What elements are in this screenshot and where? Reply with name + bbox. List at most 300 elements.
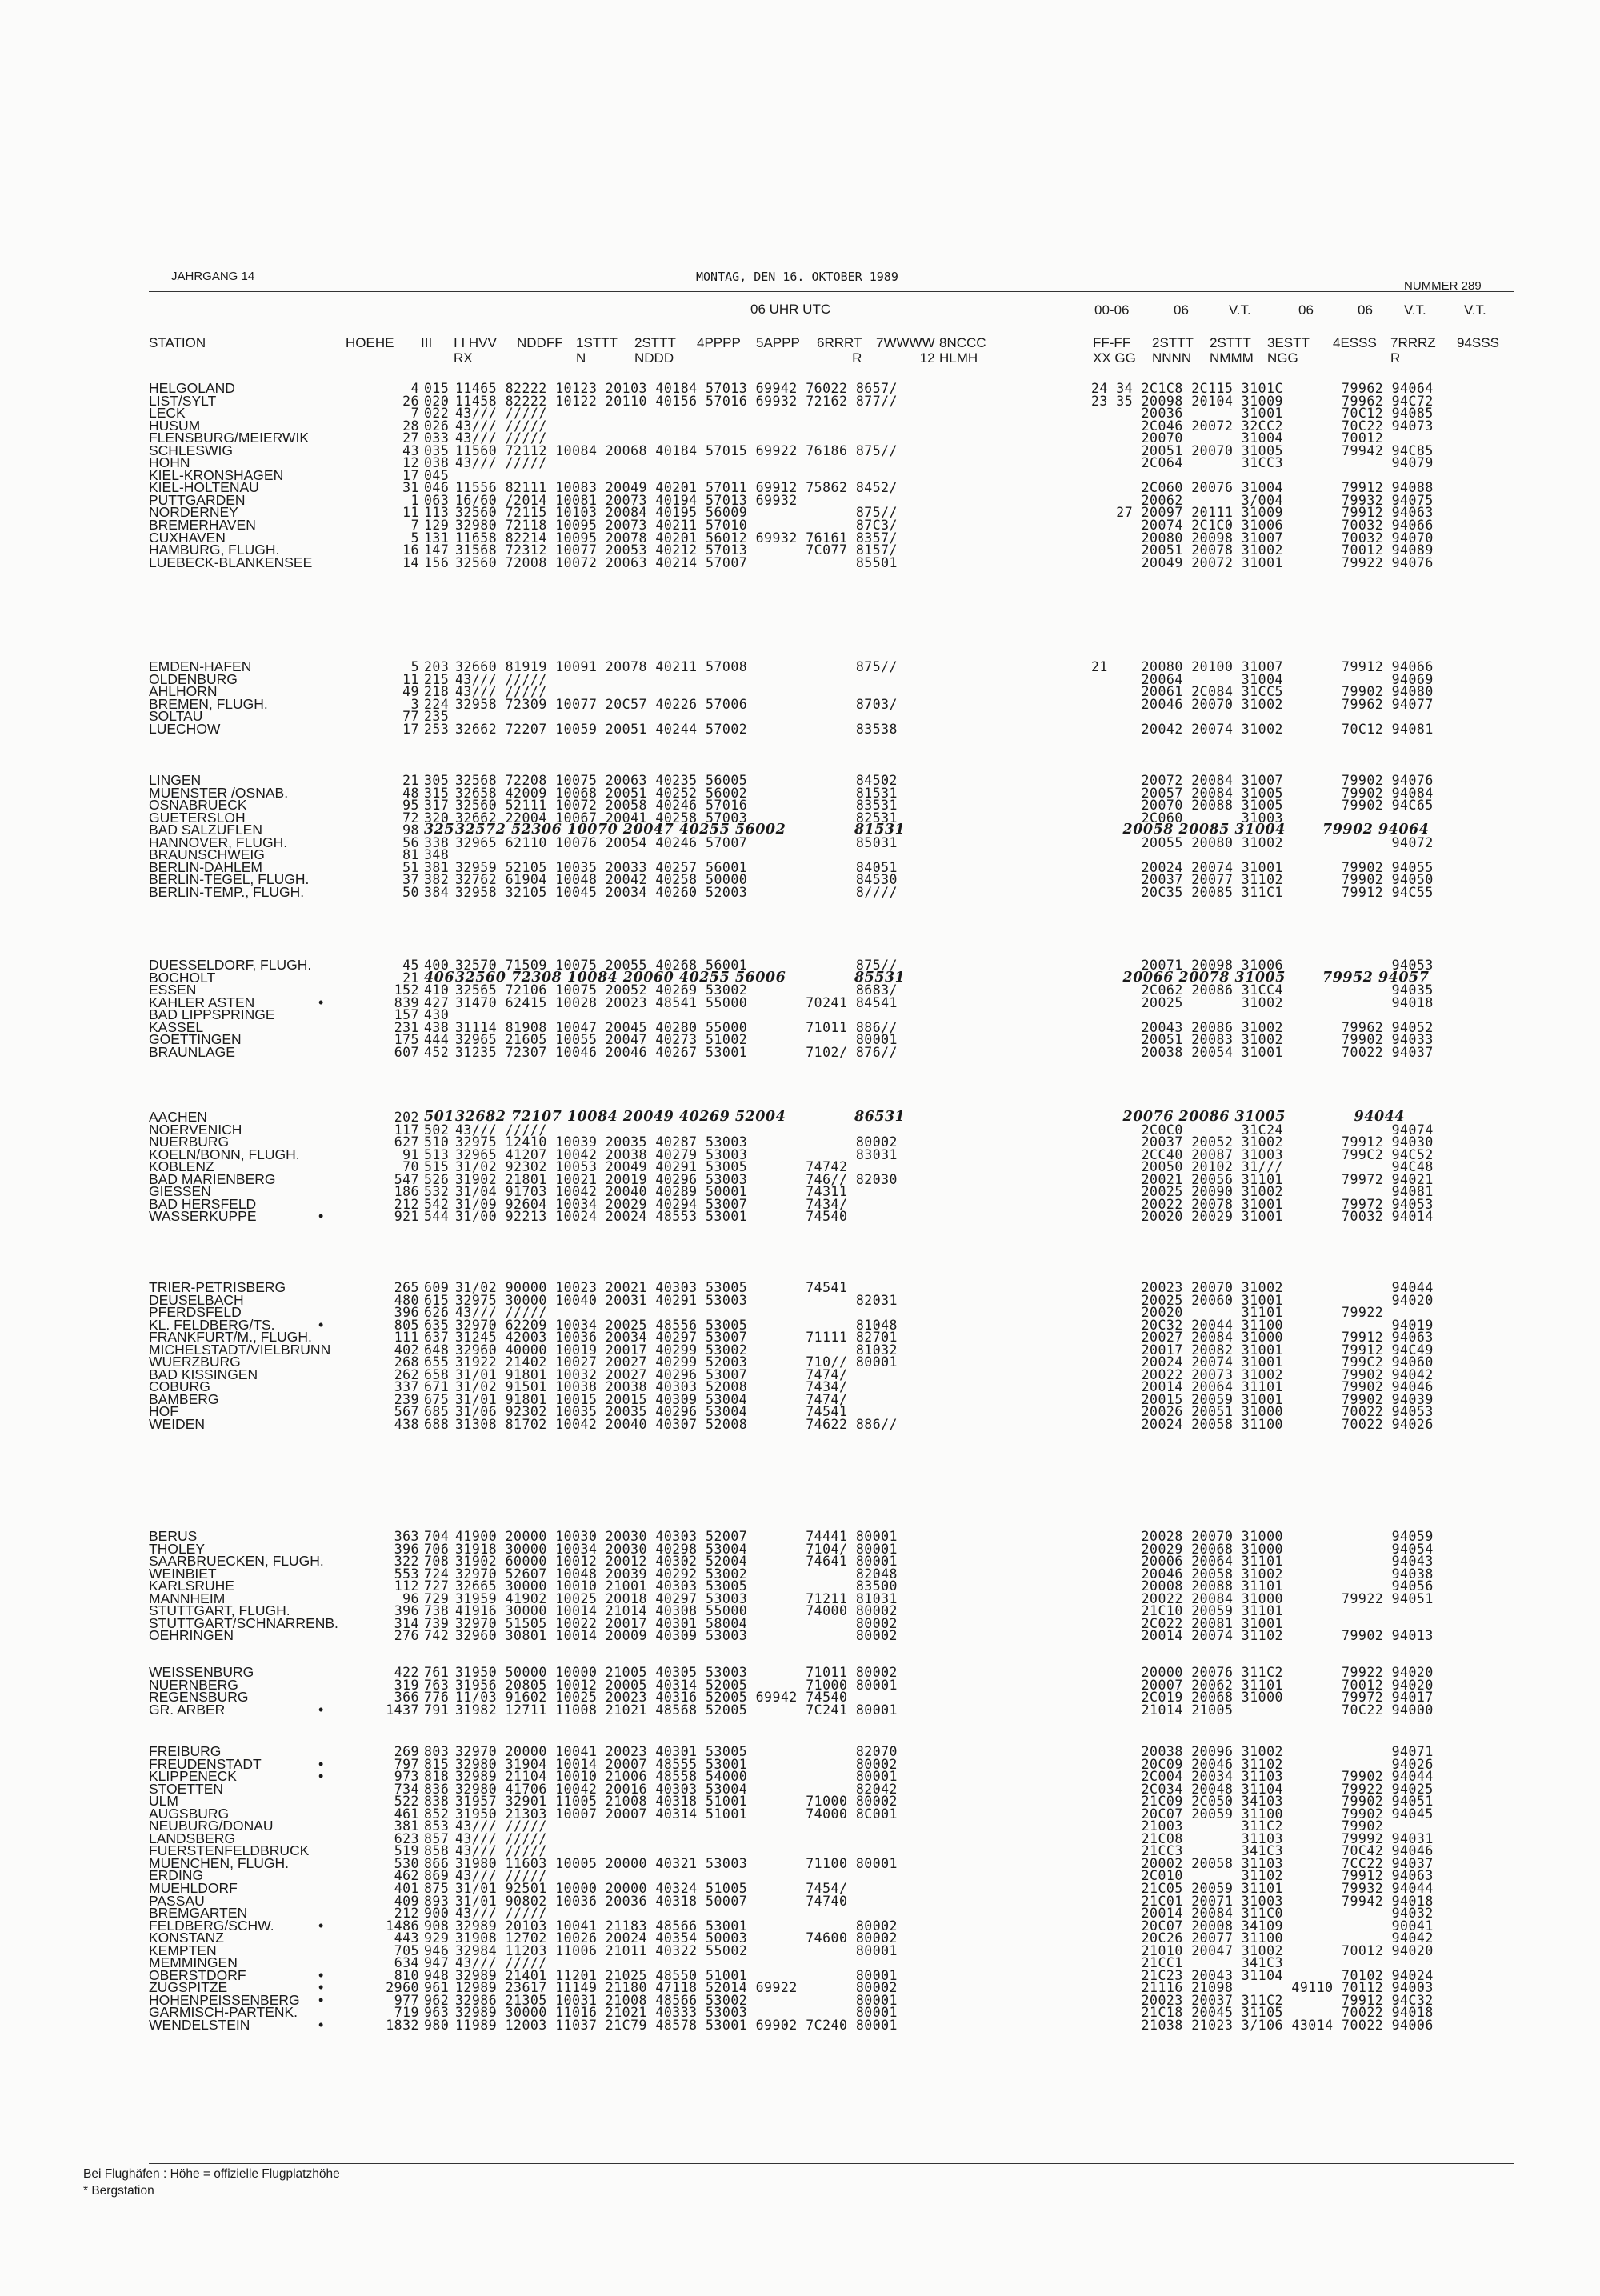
station-name: OEHRINGEN	[149, 1627, 234, 1644]
station-height: 77	[402, 709, 419, 725]
station-name: BREMEN, FLUGH.	[149, 695, 268, 712]
station-height: 553	[394, 1566, 419, 1582]
synop-code-groups: 43/// /////	[455, 1843, 547, 1859]
station-index: 427	[424, 994, 450, 1010]
synop-code-groups: 31/09 92604 10034 20029 40294 53007 7434/	[455, 1196, 848, 1212]
station-height: 202	[394, 1110, 419, 1125]
station-index: 763	[424, 1677, 450, 1693]
station-index: 430	[424, 1007, 450, 1023]
station-height: 239	[394, 1391, 419, 1407]
station-height: 396	[394, 1305, 419, 1321]
station-index: 046	[424, 480, 450, 496]
station-index: 655	[424, 1354, 450, 1370]
station-height: 734	[394, 1781, 419, 1797]
station-height: 91	[402, 1146, 419, 1162]
station-name: MEMMINGEN	[149, 1954, 238, 1971]
station-height: 98	[402, 822, 419, 838]
station-index: 045	[424, 467, 450, 483]
station-index: 857	[424, 1830, 450, 1846]
station-index: 147	[424, 542, 450, 558]
supplementary-groups: 2C046 20072 32CC2 70C22 94073	[1091, 418, 1434, 434]
footnote-mountain: * Bergstation	[83, 2184, 154, 2198]
station-index: 900	[424, 1906, 450, 1922]
station-index: 626	[424, 1305, 450, 1321]
station-index: 501	[424, 1109, 455, 1125]
supplementary-groups: 21C01 20071 31003 79942 94018	[1091, 1893, 1434, 1909]
col-6rrrt: 6RRRT R	[817, 335, 862, 366]
station-name: BAD LIPPSPRINGE	[149, 1006, 275, 1023]
supplementary-groups: 20055 20080 31002 94072	[1091, 834, 1434, 850]
station-name: HAMBURG, FLUGH.	[149, 542, 280, 558]
mountain-station-marker: •	[318, 1768, 324, 1785]
station-height: 3	[410, 696, 419, 712]
station-height: 48	[402, 785, 419, 801]
station-name: DEUSELBACH	[149, 1291, 244, 1308]
synop-code-groups: 11989 12003 11037 21C79 48578 53001 69902 7C240 80001	[455, 2018, 898, 2034]
station-height: 265	[394, 1280, 419, 1295]
station-index: 706	[424, 1541, 450, 1557]
station-name: OLDENBURG	[149, 670, 238, 687]
station-name: ULM	[149, 1793, 178, 1810]
station-name: LUECHOW	[149, 720, 221, 737]
supplementary-groups: 21 20080 20100 31007 79912 94066	[1091, 659, 1434, 674]
station-row	[149, 994, 1514, 1010]
station-index: 438	[424, 1019, 450, 1035]
supplementary-groups: 20C26 20077 31100 94042	[1091, 1930, 1434, 1946]
station-group	[149, 959, 1514, 1058]
station-height: 37	[402, 872, 419, 888]
station-height: 1437	[386, 1702, 419, 1718]
station-height: 381	[394, 1818, 419, 1834]
station-index: 980	[424, 2018, 450, 2034]
station-height: 262	[394, 1366, 419, 1382]
station-index: 727	[424, 1578, 450, 1594]
station-height: 337	[394, 1379, 419, 1395]
supplementary-groups: 20028 20070 31000 94059	[1091, 1529, 1434, 1544]
station-index: 305	[424, 773, 450, 788]
station-height: 2960	[386, 1980, 419, 1996]
station-height: 921	[394, 1209, 419, 1225]
station-name: BERLIN-TEGEL, FLUGH.	[149, 871, 310, 888]
jahrgang-label: JAHRGANG 14	[171, 270, 255, 283]
station-height: 519	[394, 1843, 419, 1859]
synop-code-groups: 32989 21401 11201 21025 48550 51001 80001	[455, 1967, 898, 1983]
supplementary-groups: 20002 20058 31103 7CC22 94037	[1091, 1855, 1434, 1871]
station-name: CUXHAVEN	[149, 529, 226, 546]
station-index: 869	[424, 1868, 450, 1884]
synop-code-groups: 31/02 92302 10053 20049 40291 53005 74742	[455, 1159, 848, 1175]
station-index: 853	[424, 1818, 450, 1834]
station-height: 839	[394, 994, 419, 1010]
station-index: 688	[424, 1417, 450, 1433]
station-name: STUTTGART, FLUGH.	[149, 1602, 290, 1619]
station-name: KLIPPENECK	[149, 1768, 237, 1785]
station-index: 671	[424, 1379, 450, 1395]
footer-rule	[149, 2163, 1514, 2164]
synop-code-groups: 32682 72107 10084 20049 40269 52004 86531	[455, 1109, 906, 1125]
station-name: HOHN	[149, 454, 190, 471]
synop-code-groups: 31908 12702 10026 20024 40354 50003 74600 80002	[455, 1930, 898, 1946]
station-index: 253	[424, 721, 450, 737]
station-height: 21	[402, 970, 419, 986]
station-height: 443	[394, 1930, 419, 1946]
station-height: 396	[394, 1603, 419, 1619]
station-name: NEUBURG/DONAU	[149, 1818, 274, 1834]
synop-code-groups: 31982 12711 11008 21021 48568 52005 7C241 80001	[455, 1702, 898, 1718]
station-row	[149, 554, 1514, 570]
supplementary-groups: 20025 20060 31001 94020	[1091, 1292, 1434, 1308]
station-height: 152	[394, 982, 419, 998]
station-name: REGENSBURG	[149, 1689, 249, 1706]
synop-code-groups: 32980 41706 10042 20016 40303 53004 82042	[455, 1781, 898, 1797]
station-height: 797	[394, 1756, 419, 1772]
station-height: 28	[402, 418, 419, 434]
station-name: BOCHOLT	[149, 969, 216, 986]
station-height: 31	[402, 480, 419, 496]
time-label: 06 UHR UTC	[750, 302, 831, 317]
supplementary-groups: 2C060 31003	[1091, 810, 1283, 826]
station-name: BAD HERSFELD	[149, 1195, 257, 1212]
synop-code-groups: 43/// /////	[455, 1122, 547, 1138]
station-name: STOETTEN	[149, 1780, 224, 1797]
station-height: 17	[402, 721, 419, 737]
station-name: KASSEL	[149, 1018, 204, 1035]
supplementary-groups: 20051 20070 31005 79942 94C85	[1091, 442, 1434, 458]
station-index: 818	[424, 1769, 450, 1785]
supplementary-groups: 2C004 20034 31103 79902 94044	[1091, 1769, 1434, 1785]
station-name: LUEBECK-BLANKENSEE	[149, 554, 313, 570]
synop-code-groups: 31956 20805 10012 20005 40314 52005 71000 80001	[455, 1677, 898, 1693]
station-height: 11	[402, 505, 419, 521]
supplementary-groups: 20000 20076 311C2 79922 94020	[1091, 1665, 1434, 1680]
station-height: 27	[402, 430, 419, 446]
station-height: 70	[402, 1159, 419, 1175]
station-index: 381	[424, 859, 450, 875]
station-height: 17	[402, 467, 419, 483]
station-name: NORDERNEY	[149, 504, 238, 521]
station-index: 215	[424, 671, 450, 687]
supplementary-groups: 2CC40 20087 31003 799C2 94C52	[1091, 1146, 1434, 1162]
footnote-airports: Bei Flughäfen : Höhe = offizielle Flugplatzhöhe	[83, 2167, 340, 2181]
station-name: KAHLER ASTEN	[149, 994, 255, 1010]
station-index: 866	[424, 1855, 450, 1871]
station-height: 7	[410, 406, 419, 422]
station-index: 015	[424, 381, 450, 396]
station-name: NUERBURG	[149, 1134, 230, 1150]
synop-code-groups: 11560 72112 10084 20068 40184 57015 69922 76186 875//	[455, 442, 898, 458]
synop-code-groups: 12989 23617 11149 21180 47118 52014 69922 80002	[455, 1980, 898, 1996]
station-group	[149, 1743, 1514, 2034]
supplementary-groups: 20006 20064 31101 94043	[1091, 1554, 1434, 1570]
station-height: 363	[394, 1529, 419, 1544]
synop-code-groups: 43/// /////	[455, 430, 547, 446]
station-index: 708	[424, 1554, 450, 1570]
station-row	[149, 1942, 1514, 1958]
station-name: GARMISCH-PARTENK.	[149, 2004, 298, 2021]
mountain-station-marker: •	[318, 1208, 324, 1225]
synop-code-groups: 32975 30000 10040 20031 40291 53003 82031	[455, 1292, 898, 1308]
supplementary-groups: 20C32 20044 31100 94019	[1091, 1317, 1434, 1333]
mountain-station-marker: •	[318, 2017, 324, 2034]
supplementary-groups: 20076 20086 31005 94044	[1091, 1109, 1405, 1125]
station-index: 502	[424, 1122, 450, 1138]
station-index: 410	[424, 982, 450, 998]
station-height: 461	[394, 1806, 419, 1822]
supplementary-groups: 20050 20102 31/// 94C48	[1091, 1159, 1434, 1175]
synop-code-groups: 43/// /////	[455, 1305, 547, 1321]
station-name: KARLSRUHE	[149, 1578, 234, 1594]
station-name: HUSUM	[149, 417, 201, 434]
station-index: 317	[424, 798, 450, 814]
synop-code-groups: 32959 52105 10035 20033 40257 56001 84051	[455, 859, 898, 875]
supplementary-groups: 21038 21023 3/106 43014 70022 94006	[1091, 2018, 1434, 2034]
station-index: 444	[424, 1032, 450, 1048]
supplementary-groups: 24 34 2C1C8 2C115 3101C 79962 94064	[1091, 381, 1434, 396]
supplementary-groups: 20015 20059 31001 79902 94039	[1091, 1391, 1434, 1407]
header-rule	[149, 291, 1514, 292]
station-height: 314	[394, 1615, 419, 1631]
station-name: WASSERKUPPE	[149, 1208, 257, 1225]
station-height: 269	[394, 1744, 419, 1759]
station-group	[149, 658, 1514, 737]
station-index: 739	[424, 1615, 450, 1631]
station-index: 218	[424, 684, 450, 700]
supplementary-groups: 20014 20074 31102 79902 94013	[1091, 1628, 1434, 1644]
supplementary-groups: 20058 20085 31004 79902 94064	[1091, 822, 1430, 838]
synop-code-groups: 31922 21402 10027 20027 40299 52003 710// 80001	[455, 1354, 898, 1370]
supplementary-groups: 20021 20056 31101 79972 94021	[1091, 1171, 1434, 1187]
station-index: 838	[424, 1794, 450, 1810]
station-index: 929	[424, 1930, 450, 1946]
supplementary-groups: 20022 20084 31000 79922 94051	[1091, 1590, 1434, 1606]
station-row	[149, 2019, 1514, 2032]
synop-code-groups: 32958 32105 10045 20034 40260 52003 8////	[455, 884, 898, 900]
synop-code-groups: 43/// /////	[455, 1906, 547, 1922]
col-5appp: 5APPP	[756, 335, 800, 350]
supplementary-groups: 20051 20078 31002 70012 94089	[1091, 542, 1434, 558]
synop-code-groups: 31918 30000 10034 20030 40298 53004 7104/ 80001	[455, 1541, 898, 1557]
station-index: 113	[424, 505, 450, 521]
synop-code-groups: 31902 60000 10012 20012 40302 52004 74641 80001	[455, 1554, 898, 1570]
station-height: 157	[394, 1007, 419, 1023]
supplementary-groups: 21C23 20043 31104 70102 94024	[1091, 1967, 1434, 1983]
station-index: 761	[424, 1665, 450, 1680]
supplementary-groups: 2C0C0 31C24 94074	[1091, 1122, 1434, 1138]
supplementary-groups: 20020 20029 31001 70032 94014	[1091, 1209, 1434, 1225]
synop-code-groups: 32986 21305 10031 21008 48566 53002 80001	[455, 1992, 898, 2008]
station-height: 50	[402, 884, 419, 900]
synop-code-groups: 11658 82214 10095 20078 40201 56012 69932 76161 8357/	[455, 530, 898, 546]
station-name: OSNABRUECK	[149, 797, 247, 814]
station-height: 81	[402, 847, 419, 863]
supplementary-groups: 20024 20074 31001 799C2 94060	[1091, 1354, 1434, 1370]
station-name: FRANKFURT/M., FLUGH.	[149, 1329, 312, 1346]
synop-code-groups: 32565 72106 10075 20052 40269 53002 8683/	[455, 982, 898, 998]
station-group	[149, 382, 1514, 569]
station-height: 627	[394, 1134, 419, 1150]
synop-code-groups: 31114 81908 10047 20045 40280 55000 71011 886//	[455, 1019, 898, 1035]
station-index: 452	[424, 1044, 450, 1060]
synop-code-groups: 31470 62415 10028 20023 48541 55000 70241 84541	[455, 994, 898, 1010]
supplementary-groups: 2C010 31102 79912 94063	[1091, 1868, 1434, 1884]
station-name: MICHELSTADT/VIELBRUNN	[149, 1341, 331, 1358]
col-8nccc: 8NCCC HLMH	[939, 335, 986, 366]
supplementary-groups: 20038 20054 31001 70022 94037	[1091, 1044, 1434, 1060]
station-index: 776	[424, 1690, 450, 1706]
supplementary-groups: 21C09 2C050 34103 79902 94051	[1091, 1794, 1434, 1810]
supplementary-groups: 20061 2C084 31CC5 79902 94080	[1091, 684, 1434, 700]
station-index: 026	[424, 418, 450, 434]
station-index: 948	[424, 1967, 450, 1983]
station-height: 5	[410, 659, 419, 674]
station-name: FELDBERG/SCHW.	[149, 1917, 274, 1934]
station-height: 607	[394, 1044, 419, 1060]
station-name: BAD KISSINGEN	[149, 1366, 258, 1382]
supplementary-groups: 21C08 31103 79992 94031	[1091, 1830, 1434, 1846]
station-row	[149, 834, 1514, 850]
col-iihvv: I I HVV RX	[454, 335, 497, 366]
station-name: AUGSBURG	[149, 1805, 230, 1822]
station-height: 396	[394, 1541, 419, 1557]
synop-code-groups: 31/06 92302 10035 20035 40296 53004 74541	[455, 1404, 848, 1420]
station-name: KIEL-KRONSHAGEN	[149, 466, 284, 483]
station-index: 325	[424, 822, 455, 838]
station-height: 56	[402, 834, 419, 850]
synop-code-groups: 31/04 91703 10042 20040 40289 50001 74311	[455, 1184, 848, 1200]
supplementary-groups: 20014 20064 31101 79902 94046	[1091, 1379, 1434, 1395]
col-nddff: NDDFF	[517, 335, 563, 350]
synop-code-groups: 31/01 91801 10032 20027 40296 53007 7474/	[455, 1366, 848, 1382]
mountain-station-marker: •	[318, 1316, 324, 1333]
synop-code-groups: 32965 21605 10055 20047 40273 51002 80001	[455, 1032, 898, 1048]
station-name: PFERDSFELD	[149, 1304, 242, 1321]
station-name: GUETERSLOH	[149, 809, 246, 826]
station-name: NUERNBERG	[149, 1676, 238, 1693]
supplementary-groups: 21010 20047 31002 70012 94020	[1091, 1942, 1434, 1958]
synop-code-groups: 43/// /////	[455, 418, 547, 434]
station-index: 852	[424, 1806, 450, 1822]
station-name: AHLHORN	[149, 683, 218, 700]
station-index: 315	[424, 785, 450, 801]
supplementary-groups: 21CC1 341C3	[1091, 1955, 1283, 1971]
synop-code-groups: 32560 72115 10103 20084 40195 56009 875//	[455, 505, 898, 521]
station-index: 637	[424, 1330, 450, 1346]
col-iii: III	[421, 335, 433, 350]
station-index: 961	[424, 1980, 450, 1996]
supplementary-groups: 20025 31002 94018	[1091, 994, 1434, 1010]
station-height: 186	[394, 1184, 419, 1200]
station-index: 033	[424, 430, 450, 446]
station-height: 401	[394, 1881, 419, 1897]
mountain-station-marker: •	[318, 1979, 324, 1996]
col-94sss: 94SSS	[1457, 335, 1499, 350]
synop-code-groups: 43/// /////	[455, 684, 547, 700]
station-height: 112	[394, 1578, 419, 1594]
station-name: BERLIN-DAHLEM	[149, 858, 262, 875]
synop-code-groups: 43/// /////	[455, 1955, 547, 1971]
station-height: 26	[402, 393, 419, 409]
supplementary-groups: 20046 20058 31002 94038	[1091, 1566, 1434, 1582]
supplementary-groups: 20070 31004 70012	[1091, 430, 1384, 446]
station-name: EMDEN-HAFEN	[149, 658, 252, 674]
supplementary-groups: 20049 20072 31001 79922 94076	[1091, 554, 1434, 570]
synop-code-groups: 31902 21801 10021 20019 40296 53003 746// 82030	[455, 1171, 898, 1187]
synop-code-groups: 32965 41207 10042 20038 40279 53003 83031	[455, 1146, 898, 1162]
synop-code-groups: 32970 52607 10048 20039 40292 53002 82048	[455, 1566, 898, 1582]
supplementary-groups: 20014 20084 311C0 94032	[1091, 1906, 1434, 1922]
synop-code-groups: 32975 12410 10039 20035 40287 53003 80002	[455, 1134, 898, 1150]
supplementary-groups: 20023 20070 31002 94044	[1091, 1280, 1434, 1295]
supplementary-groups: 20020 31101 79922	[1091, 1305, 1384, 1321]
station-index: 815	[424, 1756, 450, 1772]
synop-code-groups: 32960 30801 10014 20009 40309 53003 80002	[455, 1628, 898, 1644]
station-name: BERUS	[149, 1528, 198, 1544]
station-height: 567	[394, 1404, 419, 1420]
supplementary-groups: 20043 20086 31002 79962 94052	[1091, 1019, 1434, 1035]
supplementary-groups: 20027 20084 31000 79912 94063	[1091, 1330, 1434, 1346]
station-height: 634	[394, 1955, 419, 1971]
station-index: 131	[424, 530, 450, 546]
supplementary-groups: 21014 21005 70C22 94000	[1091, 1702, 1434, 1718]
station-height: 5	[410, 530, 419, 546]
station-index: 382	[424, 872, 450, 888]
synop-code-groups: 32984 11203 11006 21011 40322 55002 80001	[455, 1942, 898, 1958]
station-name: ERDING	[149, 1867, 204, 1884]
supplementary-groups: 20057 20084 31005 79902 94084	[1091, 785, 1434, 801]
supplementary-groups: 20022 20078 31001 79972 94053	[1091, 1196, 1434, 1212]
supplementary-groups: 20071 20098 31006 94053	[1091, 958, 1434, 973]
station-name: ESSEN	[149, 982, 197, 998]
station-name: HOHENPEISSENBERG	[149, 1991, 300, 2008]
station-name: HELGOLAND	[149, 380, 235, 396]
supplementary-groups: 2C022 20081 31001	[1091, 1615, 1283, 1631]
station-index: 738	[424, 1603, 450, 1619]
synop-code-groups: 31/01 91801 10015 20015 40309 53004 7474/	[455, 1391, 848, 1407]
col-hoehe: HOEHE	[346, 335, 394, 350]
synop-code-groups: 43/// /////	[455, 1818, 547, 1834]
station-name: GR. ARBER	[149, 1701, 226, 1718]
col-2sttt-c: 2STTT NMMM	[1210, 335, 1254, 366]
synop-code-groups: 32989 21104 10010 21006 48558 54000 80001	[455, 1769, 898, 1785]
synop-code-groups: 32762 61904 10048 20042 40258 50000 84530	[455, 872, 898, 888]
station-name: GOETTINGEN	[149, 1031, 242, 1048]
station-name: WUERZBURG	[149, 1354, 241, 1370]
synop-code-groups: 32572 52306 10070 20047 40255 56002 81531	[455, 822, 906, 838]
supplementary-groups: 21003 311C2 79902	[1091, 1818, 1384, 1834]
synop-code-groups: 41900 20000 10030 20030 40303 52007 74441 80001	[455, 1529, 898, 1544]
station-height: 276	[394, 1628, 419, 1644]
mountain-station-marker: •	[318, 1917, 324, 1934]
station-index: 038	[424, 455, 450, 471]
supplementary-groups: 21116 21098 49110 70112 94003	[1091, 1980, 1434, 1996]
station-name: KEMPTEN	[149, 1942, 217, 1958]
station-index: 658	[424, 1366, 450, 1382]
station-height: 705	[394, 1942, 419, 1958]
mountain-station-marker: •	[318, 1755, 324, 1772]
col-ffff: FF-FF XX GG	[1093, 335, 1136, 366]
supplementary-groups: 2C034 20048 31104 79922 94025	[1091, 1781, 1434, 1797]
station-index: 203	[424, 659, 450, 674]
station-index: 035	[424, 442, 450, 458]
station-index: 156	[424, 554, 450, 570]
supplementary-groups: 21C18 20045 31105 70022 94018	[1091, 2005, 1434, 2021]
supplementary-groups: 20036 31001 70C12 94085	[1091, 406, 1434, 422]
station-group	[149, 1530, 1514, 1642]
mountain-station-marker: •	[318, 994, 324, 1010]
synop-code-groups: 16/60 /2014 10081 20073 40194 57013 69932	[455, 492, 798, 508]
supplementary-groups: 20023 20037 311C2 79912 94C32	[1091, 1992, 1434, 2008]
synop-code-groups: 31/01 92501 10000 20000 40324 51005 7454/	[455, 1881, 848, 1897]
